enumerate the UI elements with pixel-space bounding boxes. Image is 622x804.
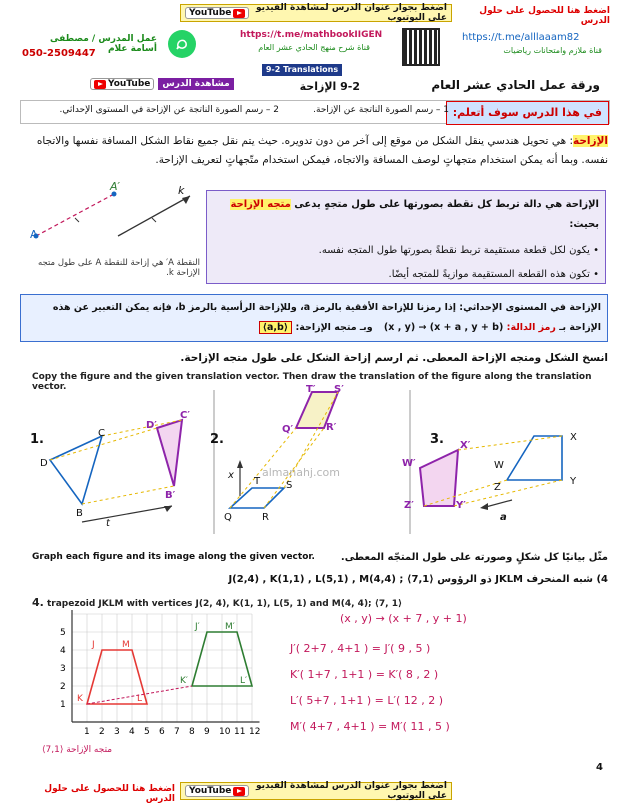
- worksheet-title: ورقة عمل الحادي عشر العام: [431, 78, 600, 92]
- objectives-row: [20, 100, 610, 124]
- definition-term: الإزاحة: [573, 135, 608, 147]
- top-youtube-banner[interactable]: [180, 4, 452, 22]
- fig1-label-c: C: [98, 428, 105, 439]
- fig3-label-a: a: [500, 512, 507, 523]
- telegram-link-right[interactable]: https://t.me/alllaaam82: [462, 32, 580, 43]
- youtube-logo: YouTube: [185, 7, 249, 19]
- y-tick-1: 1: [60, 700, 66, 710]
- label-M: M: [122, 640, 130, 650]
- work-rule: (x , y) → (x + 7 , y + 1): [340, 612, 467, 625]
- translation-segment: [36, 194, 114, 236]
- fig3-label-w: W: [494, 460, 504, 471]
- fig3-label-w-prime: W′: [402, 458, 416, 469]
- fig3-image-trapezoid: [420, 450, 458, 506]
- label-L: L: [137, 694, 143, 704]
- top-banner-text: اضغط بجوار عنوان الدرس لمشاهدة الفيديو على اليوتيوب: [256, 3, 447, 23]
- page-number: 4: [596, 762, 603, 773]
- fig2-label-q-prime: Q′: [282, 424, 294, 435]
- fig2-label-s: S: [286, 480, 293, 491]
- top-solutions-link[interactable]: اضغط هنا للحصول على حلول الدرس: [479, 6, 610, 26]
- y-tick-2: 2: [60, 682, 66, 692]
- vector-caption: النقطة A′ هي إزاحة للنقطة A على طول متجه الإزاحة k.: [37, 258, 200, 278]
- figures-row: [22, 388, 608, 538]
- fig1-label-c-prime: C′: [180, 410, 190, 421]
- watermark: almanahj.com: [262, 466, 340, 479]
- teacher-phone: 050-2509447: [22, 48, 96, 59]
- telegram-center-caption: قناة شرح منهج الحادي عشر العام: [258, 43, 370, 52]
- bottom-banner-text: اضغط بجوار عنوان الدرس لمشاهدة الفيديو على اليوتيوب: [256, 781, 447, 801]
- whatsapp-icon[interactable]: [168, 30, 196, 58]
- fig2-label-r-prime: R′: [326, 422, 337, 433]
- telegram-link-center[interactable]: https://t.me/mathbookIIGEN: [240, 30, 383, 40]
- label-L′-prime: L′: [240, 676, 248, 686]
- section-badge: 9-2 Translations: [262, 64, 342, 76]
- x-tick-11: 11: [234, 727, 246, 737]
- task1-english: Copy the figure and the given translation vector. Then draw the translation of the figure along the translation vector.: [32, 372, 592, 392]
- x-tick-5: 5: [144, 727, 150, 737]
- fig2-vector-arrowhead: [237, 460, 243, 468]
- y-tick-3: 3: [60, 664, 66, 674]
- label-k: k: [178, 184, 185, 197]
- label-K: K: [77, 694, 83, 704]
- objectives-label: في هذا الدرس سوف أتعلم:: [446, 101, 609, 125]
- fig1-guide-b: [82, 486, 174, 504]
- fig3-vector-arrowhead: [480, 503, 488, 510]
- fig3-number: 3.: [430, 432, 444, 447]
- coordinate-line-2: الإزاحة بـ رمز الدالة: (x , y) → (x + a , y + b) وبـ متجه الإزاحة: ⟨a,b⟩: [27, 318, 601, 338]
- work-line-2: K′( 1+7 , 1+1 ) = K′( 8 , 2 ): [290, 668, 439, 681]
- fig1-vector-arrowhead: [164, 506, 172, 512]
- vector-k: [118, 196, 190, 236]
- fig2-label-s-prime: S′: [334, 384, 344, 395]
- fig2-label-t-prime: T′: [306, 384, 316, 395]
- fig1-image-triangle: [157, 420, 182, 486]
- x-tick-9: 9: [204, 727, 210, 737]
- vector-label: وبـ متجه الإزاحة:: [295, 322, 373, 333]
- watch-lesson-label: مشاهدة الدرس: [158, 78, 233, 90]
- y-tick-5: 5: [60, 628, 66, 638]
- label-K′-prime: K′: [180, 676, 188, 686]
- fig3-label-x-prime: X′: [460, 440, 471, 451]
- youtube-play-icon-bottom: [233, 787, 245, 796]
- lesson-title: 9-2 الإزاحة: [299, 80, 360, 93]
- definition-text: : هي تحويل هندسي ينقل الشكل من موقع إلى آخر من دون تدويره. حيث يتم نقل جميع نقاط الشكل المسافة نفسها والاتجاه نفسه. وبما أنه يمكن استخدام متجهاتٍ لوصف المسافة والاتجاه، فيمكن استخدام متّجهاتٍ لتعريف الإزاحة.: [36, 135, 608, 166]
- rule-expression: (x , y) → (x + a , y + b): [380, 322, 507, 333]
- vector-box-bullet-2: • تكون هذه القطعة المستقيمة موازيةً للمتجه أيضًا.: [388, 269, 599, 280]
- vector-box-highlight: متجه الإزاحة: [230, 199, 291, 210]
- fig2-number: 2.: [210, 432, 224, 447]
- fig1-label-b-prime: B′: [165, 490, 176, 501]
- work-line-3: L′( 5+7 , 1+1 ) = L′( 12 , 2 ): [290, 694, 444, 707]
- x-tick-6: 6: [159, 727, 165, 737]
- label-J′-prime: J′: [195, 622, 200, 632]
- coordinate-box: [20, 294, 608, 342]
- fig1-label-d-prime: D′: [146, 420, 157, 431]
- x-tick-3: 3: [114, 727, 120, 737]
- x-tick-12: 12: [249, 727, 261, 737]
- objective-2: 2 – رسم الصورة الناتجة عن الإزاحة في المستوى الإحداثي.: [59, 105, 279, 115]
- q4-text: trapezoid JKLM with vertices J(2, 4), K(1, 1), L(5, 1) and M(4, 4); ⟨7, 1⟩: [43, 599, 403, 609]
- fig3-guide-x: [458, 436, 562, 450]
- q4-english: [32, 596, 402, 609]
- fig3-label-z: Z: [494, 482, 501, 493]
- q4-number: 4.: [32, 596, 44, 609]
- fig3-label-y: Y: [570, 476, 577, 487]
- qr-code: [402, 28, 440, 66]
- label-J: J: [92, 640, 95, 650]
- y-tick-4: 4: [60, 646, 66, 656]
- youtube-logo-2: YouTube: [90, 78, 154, 90]
- fig3-label-x: X: [570, 432, 577, 443]
- fig2-label-r: R: [262, 512, 269, 523]
- vector-notation: ⟨a,b⟩: [259, 321, 293, 334]
- youtube-logo-bottom: YouTube: [185, 785, 249, 797]
- label-a-prime: A′: [110, 180, 121, 193]
- bottom-youtube-banner[interactable]: [180, 782, 452, 800]
- youtube-play-icon: [233, 9, 245, 18]
- label-M′-prime: M′: [225, 622, 235, 632]
- fig3-original-trapezoid: [507, 436, 562, 480]
- fig1-original-triangle: [50, 436, 102, 504]
- coordinate-line-1: الإزاحة في المستوى الإحداثي: إذا رمزنا للإزاحة الأفقية بالرمز a، وللإزاحة الرأسية بالرمز b، فإنه يمكن التعبير عن هذه: [52, 302, 601, 313]
- vector-definition-box: [206, 190, 606, 284]
- x-tick-4: 4: [129, 727, 135, 737]
- youtube-play-icon-2: [94, 80, 106, 89]
- work-line-4: M′( 4+7 , 4+1 ) = M′( 11 , 5 ): [290, 720, 450, 733]
- coordinate-graph: [36, 610, 286, 760]
- q4-arabic: 4) شبه المنحرف JKLM ذو الرؤوس J(2,4) , K(1,1) , L(5,1) , M(4,4) ; ⟨7,1⟩: [228, 574, 608, 585]
- fig2-label-x: x: [228, 470, 234, 481]
- vector-box-intro: الإزاحة هي دالة تربط كل نقطة بصورتها على طول متجهٍ يدعى متجه الإزاحة بحيث:: [230, 199, 599, 230]
- x-tick-10: 10: [219, 727, 231, 737]
- bottom-solutions-link[interactable]: اضغط هنا للحصول على حلول الدرس: [44, 784, 175, 804]
- task1-arabic: انسخ الشكل ومتجه الإزاحة المعطى. ثم ارسم إزاحة الشكل على طول متجه الإزاحة.: [180, 352, 608, 364]
- fig2-label-q: Q: [224, 512, 232, 523]
- teacher-name: عمل المدرس / مصطفى أسامة علام: [50, 34, 157, 54]
- watch-lesson-row[interactable]: [90, 78, 234, 90]
- work-line-1: J′( 2+7 , 4+1 ) = J′( 9 , 5 ): [290, 642, 431, 655]
- fig1-label-t: t: [106, 518, 110, 529]
- vector-note: ⟨7,1⟩ متجه الإزاحة: [42, 745, 113, 755]
- fig2-label-t: T: [254, 476, 261, 487]
- fig1-label-d: D: [40, 458, 48, 469]
- fig3-label-z-prime: Z′: [404, 500, 414, 511]
- x-tick-1: 1: [84, 727, 90, 737]
- definition-paragraph: [20, 132, 608, 170]
- task2-english: Graph each figure and its image along the given vector.: [32, 552, 315, 562]
- x-tick-8: 8: [189, 727, 195, 737]
- fig1-label-b: B: [76, 508, 83, 519]
- fig1-vector-t: [82, 506, 172, 522]
- fig3-guide-y: [454, 480, 562, 506]
- rule-label: رمز الدالة:: [506, 322, 556, 333]
- fig1-number: 1.: [30, 432, 44, 447]
- fig3-label-y-prime: Y′: [456, 500, 466, 511]
- label-a: A: [30, 228, 38, 241]
- vector-box-bullet-1: • يكون لكل قطعة مستقيمة تربط نقطةً بصورتها طول المتجه نفسه.: [318, 245, 599, 256]
- x-tick-7: 7: [174, 727, 180, 737]
- tick-2: [152, 218, 156, 222]
- x-tick-2: 2: [99, 727, 105, 737]
- objective-1: 1 – رسم الصورة الناتجة عن الإزاحة.: [313, 105, 449, 115]
- task2-arabic: مثّل بيانيًا كل شكلٍ وصورته على طول المتجّه المعطى.: [340, 552, 608, 563]
- telegram-right-caption: قناة ملازم وامتحانات رياضيات: [503, 46, 602, 55]
- tick-1: [75, 218, 79, 222]
